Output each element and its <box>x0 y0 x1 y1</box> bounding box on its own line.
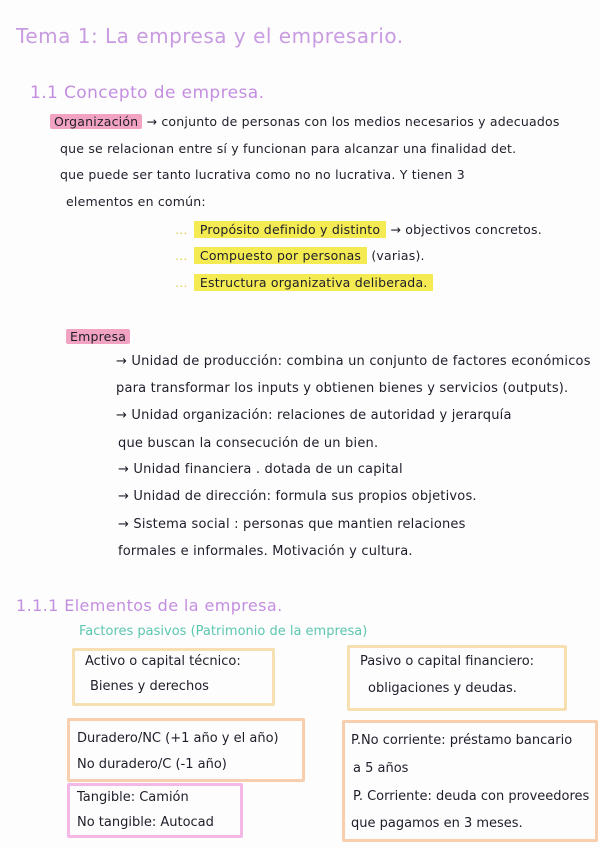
element-suffix: (varias). <box>371 248 425 263</box>
element-highlight: Estructura organizativa deliberada. <box>194 274 434 291</box>
empresa-line-2: para transformar los inputs y obtienen bienes y servicios (outputs). <box>116 381 569 396</box>
org-line-2: que se relacionan entre sí y funcionan para alcanzar una finalidad det. <box>60 141 517 156</box>
element-item-2 <box>175 248 425 263</box>
tangible-box <box>67 783 243 838</box>
element-item-1 <box>175 222 542 237</box>
empresa-line-6: → Unidad de dirección: formula sus propios objetivos. <box>118 489 477 504</box>
pasivo-line-1: Pasivo o capital financiero: <box>360 654 535 669</box>
org-definition: conjunto de personas con los medios necesarios y adecuados <box>161 114 560 129</box>
org-term-highlight: Organización <box>50 114 142 129</box>
pasivo-box <box>347 645 567 711</box>
section-heading-elementos: 1.1.1 Elementos de la empresa. <box>16 596 283 615</box>
bullet-mark: … <box>175 275 188 290</box>
empresa-term-highlight: Empresa <box>66 329 130 344</box>
element-suffix: → objectivos concretos. <box>390 222 542 237</box>
duradero-line-2: No duradero/C (-1 año) <box>77 757 227 772</box>
factores-pasivos-subheading: Factores pasivos (Patrimonio de la empresa) <box>79 624 368 639</box>
empresa-line-7: → Sistema social : personas que mantien relaciones <box>118 517 466 532</box>
section-heading-concepto: 1.1 Concepto de empresa. <box>30 83 265 103</box>
activo-line-1: Activo o capital técnico: <box>85 654 241 669</box>
bullet-mark: … <box>175 222 188 237</box>
tangible-line-2: No tangible: Autocad <box>77 815 214 830</box>
duradero-box <box>67 718 305 782</box>
arrow-icon: → <box>146 114 158 129</box>
duradero-line-1: Duradero/NC (+1 año y el año) <box>77 731 279 746</box>
org-line-1 <box>50 114 560 129</box>
empresa-line-5: → Unidad financiera . dotada de un capital <box>118 462 403 477</box>
activo-line-2: Bienes y derechos <box>90 679 209 694</box>
corriente-line-4: que pagamos en 3 meses. <box>351 816 523 831</box>
pasivo-line-2: obligaciones y deudas. <box>368 681 517 696</box>
corriente-line-1: P.No corriente: préstamo bancario <box>351 733 573 748</box>
element-highlight: Propósito definido y distinto <box>194 221 386 238</box>
empresa-term <box>66 329 130 344</box>
activo-box <box>72 648 275 706</box>
empresa-line-8: formales e informales. Motivación y cultura. <box>118 544 413 559</box>
corriente-box <box>342 720 598 842</box>
corriente-line-3: P. Corriente: deuda con proveedores <box>353 789 590 804</box>
tangible-line-1: Tangible: Camión <box>77 790 189 805</box>
page-title: Tema 1: La empresa y el empresario. <box>16 24 404 48</box>
empresa-line-3: → Unidad organización: relaciones de autoridad y jerarquía <box>116 408 512 423</box>
empresa-line-1: → Unidad de producción: combina un conjunto de factores económicos <box>116 354 591 369</box>
element-highlight: Compuesto por personas <box>194 247 367 264</box>
empresa-line-4: que buscan la consecución de un bien. <box>118 436 379 451</box>
element-item-3 <box>175 275 433 290</box>
corriente-line-2: a 5 años <box>353 761 409 776</box>
org-line-4: elementos en común: <box>66 194 206 209</box>
org-line-3: que puede ser tanto lucrativa como no no lucrativa. Y tienen 3 <box>60 167 465 182</box>
bullet-mark: … <box>175 248 188 263</box>
